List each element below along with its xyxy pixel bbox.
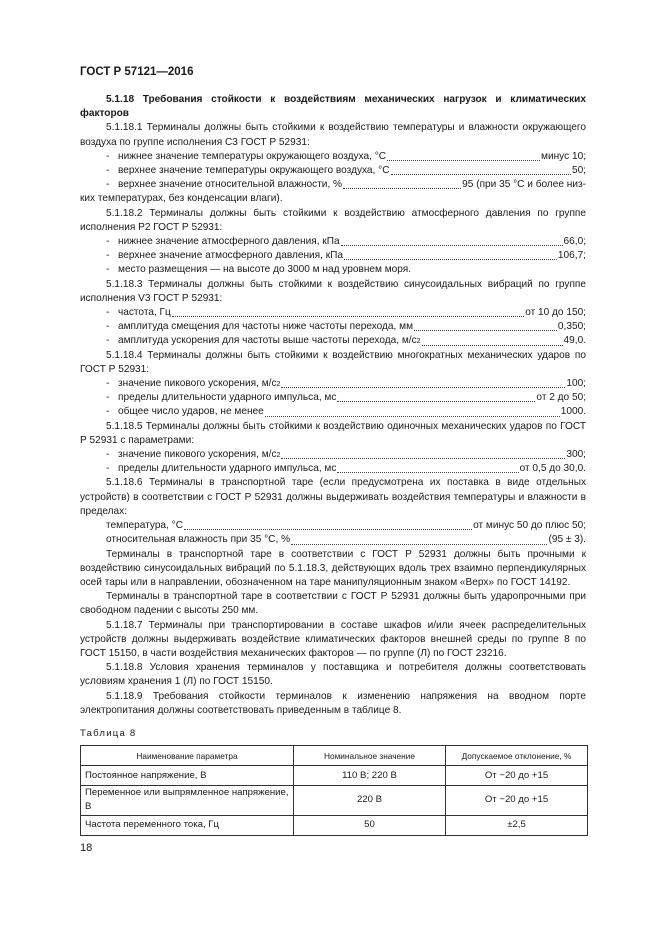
list-item: - верхнее значение относительной влажности, % 95 (при 35 °С и более низ- xyxy=(106,179,586,191)
table-row xyxy=(81,815,588,835)
paragraph-transport-drop: Терминалы в транспортной таре в соответствии с ГОСТ Р 52931 должны быть ударопрочными при свободном падении с высоты 250 мм. xyxy=(80,591,586,617)
paragraph-5-1-18-5: 5.1.18.5 Терминалы должны быть стойкими к воздействию одиночных механических ударов по ГОСТ Р 52931 с параметрами: xyxy=(80,420,586,446)
table-caption: Таблица 8 xyxy=(80,727,137,739)
list-item: - нижнее значение атмосферного давления, кПа 66,0; xyxy=(106,236,586,248)
list-item: - значение пикового ускорения, м/с 2 300; xyxy=(106,449,586,461)
list-item: относительная влажность при 35 °С, % (95 ± 3). xyxy=(106,534,586,546)
table-row xyxy=(81,766,588,786)
paragraph-5-1-18-7: 5.1.18.7 Терминалы при транспортировании в составе шкафов и/или ячеек распределительных устройств должны выдерживать воздействие климатических факторов внешней среды по группе 8 по ГОСТ 15150, в части воздействия механических факторов — по группе (Л) по ГОСТ 23216. xyxy=(80,619,586,659)
table-cell: От −20 до +15 xyxy=(446,766,588,786)
paragraph-5-1-18-6: 5.1.18.6 Терминалы в транспортной таре (если предусмотрена их поставка в виде отдельных устройств) в соответствии с ГОСТ Р 52931 должны выдерживать воздействия температуры и влажности в пределах: xyxy=(80,477,586,517)
list-item: температура, °С от минус 50 до плюс 50; xyxy=(106,520,586,532)
page-number: 18 xyxy=(80,842,93,854)
paragraph-5-1-18-1: 5.1.18.1 Терминалы должны быть стойкими к воздействию температуры и влажности окружающего воздуха по группе исполнения С3 ГОСТ Р 52931: xyxy=(80,122,586,148)
table-row xyxy=(81,786,588,815)
paragraph-5-1-18-2: 5.1.18.2 Терминалы должны быть стойкими к воздействию атмосферного давления по группе исполнения Р2 ГОСТ Р 52931: xyxy=(80,207,586,233)
paragraph-5-1-18-8: 5.1.18.8 Условия хранения терминалов у поставщика и потребителя должны соответствовать условиям хранения 1 (Л) по ГОСТ 15150. xyxy=(80,662,586,688)
column-header: Допускаемое отклонение, % xyxy=(446,746,588,766)
page-content xyxy=(80,93,586,836)
list-item: - общее число ударов, не менее 1000. xyxy=(106,406,586,418)
list-item: - частота, Гц от 10 до 150; xyxy=(106,307,586,319)
list-item: - амплитуда смещения для частоты ниже частоты перехода, мм 0,350; xyxy=(106,321,586,333)
paragraph-5-1-18-9: 5.1.18.9 Требования стойкости терминалов к изменению напряжения на вводном порте электропитания должны соответствовать приведенным в таблице 8. xyxy=(80,690,586,716)
list-item: - верхнее значение температуры окружающего воздуха, °С 50; xyxy=(106,165,586,177)
list-item: - нижнее значение температуры окружающего воздуха, °С минус 10; xyxy=(106,150,586,162)
table-header-row xyxy=(81,746,588,766)
paragraph-5-1-18-3: 5.1.18.3 Терминалы должны быть стойкими к воздействию синусоидальных вибраций по группе исполнения V3 ГОСТ Р 52931: xyxy=(80,278,586,304)
paragraph-5-1-18-4: 5.1.18.4 Терминалы должны быть стойкими к воздействию многократных механических ударов по ГОСТ Р 52931: xyxy=(80,349,586,375)
table-cell: Переменное или выпрямленное напряжение, В xyxy=(81,786,294,815)
document-header: ГОСТ Р 57121—2016 xyxy=(80,66,194,78)
list-item: - место размещения — на высоте до 3000 м над уровнем моря. xyxy=(106,264,412,276)
column-header: Наименование параметра xyxy=(81,746,294,766)
table-cell: 50 xyxy=(293,815,445,835)
column-header: Номинальное значение xyxy=(293,746,445,766)
table-8 xyxy=(80,745,588,835)
table-cell: 110 В; 220 В xyxy=(293,766,445,786)
paragraph-transport-vibration: Терминалы в транспортной таре в соответствии с ГОСТ Р 52931 должны быть прочными к воздействию синусоидальных вибраций по 5.1.18.3, действующих вдоль трех взаимно перпендикулярных осей тары или в направлении, обозначенном на таре манипуляционным знаком «Верх» по ГОСТ 14192. xyxy=(80,548,586,588)
table-cell: Частота переменного тока, Гц xyxy=(81,815,294,835)
list-item: - амплитуда ускорения для частоты выше частоты перехода, м/с 2 49,0. xyxy=(106,335,586,347)
list-item: - значение пикового ускорения, м/с 2 100; xyxy=(106,378,586,390)
table-cell: Постоянное напряжение, В xyxy=(81,766,294,786)
table-cell: ±2,5 xyxy=(446,815,588,835)
section-title: 5.1.18 Требования стойкости к воздействиям механических нагрузок и климатических факторов xyxy=(80,94,586,120)
list-item-continuation: ких температурах, без конденсации влаги). xyxy=(80,193,283,205)
list-item: - пределы длительности ударного импульса, мс от 0,5 до 30,0. xyxy=(106,463,586,475)
table-cell: От −20 до +15 xyxy=(446,786,588,815)
list-item: - пределы длительности ударного импульса, мс от 2 до 50; xyxy=(106,392,586,404)
list-item: - верхнее значение атмосферного давления, кПа 106,7; xyxy=(106,250,586,262)
table-cell: 220 В xyxy=(293,786,445,815)
